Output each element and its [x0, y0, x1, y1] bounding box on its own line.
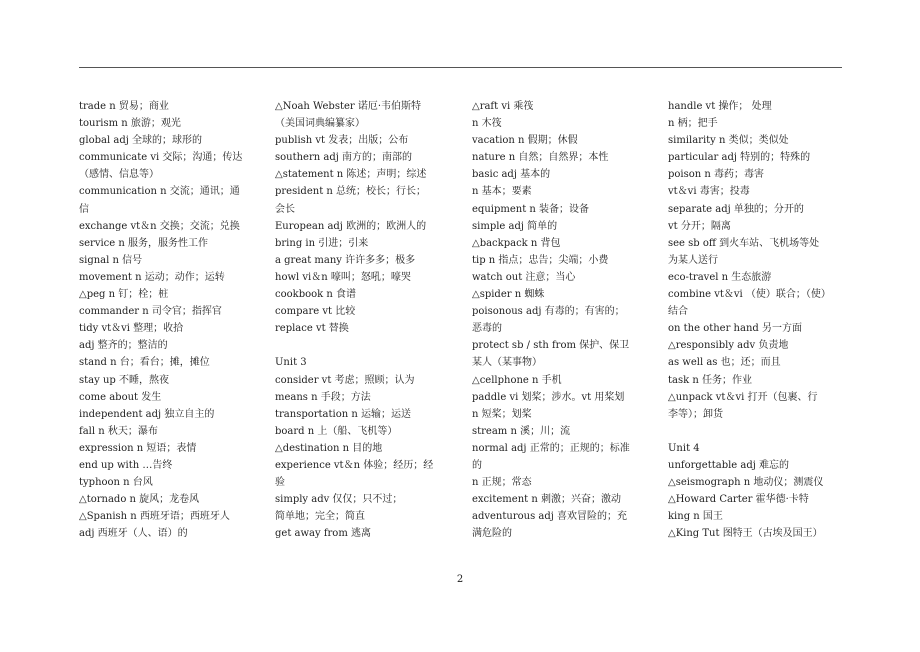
- vocab-entry-line: excitement n 刺激；兴奋；激动: [472, 494, 621, 506]
- vocab-entry-line: 的: [472, 459, 482, 471]
- vocab-entry-line: △Howard Carter 霍华德·卡特: [668, 494, 809, 506]
- vocab-entry-line: △destination n 目的地: [275, 442, 383, 454]
- vocab-entry-line: △responsibly adv 负责地: [668, 340, 789, 352]
- vocab-entry-line: experience vt＆n 体验；经历；经: [275, 459, 434, 471]
- vocab-entry-line: △statement n 陈述；声明；综述: [275, 169, 427, 181]
- vocab-entry-line: expression n 短语；表情: [79, 442, 197, 454]
- vocab-entry-line: stream n 溪；川；流: [472, 425, 571, 437]
- vocab-entry-line: come about 发生: [79, 391, 162, 403]
- vocab-entry-line: movement n 运动；动作；运转: [79, 271, 225, 283]
- vocab-entry-line: global adj 全球的；球形的: [79, 135, 203, 147]
- vocab-entry-line: see sb off 到火车站、飞机场等处: [668, 237, 820, 249]
- vocab-entry-line: n 木筏: [472, 118, 502, 130]
- vocab-entry-line: vacation n 假期；休假: [472, 135, 578, 147]
- vocab-entry-line: 满危险的: [472, 528, 512, 540]
- vocab-entry-line: △peg n 钉；栓；桩: [79, 289, 169, 301]
- vocab-entry-line: board n 上（船、飞机等）: [275, 425, 398, 437]
- unit-heading: Unit 4: [668, 442, 700, 454]
- vocab-entry-line: 恶毒的: [472, 323, 502, 335]
- vocab-entry-line: （感情、信息等）: [79, 169, 159, 181]
- vocab-entry-line: watch out 注意；当心: [472, 271, 576, 283]
- vocab-entry-line: on the other hand 另一方面: [668, 323, 802, 335]
- vocab-entry-line: trade n 贸易；商业: [79, 101, 169, 112]
- vocab-entry-line: 结合: [668, 306, 688, 318]
- vocab-entry-line: poisonous adj 有毒的；有害的；: [472, 306, 625, 318]
- vocab-entry-line: typhoon n 台风: [79, 477, 153, 489]
- vocab-entry-line: （美国词典编纂家）: [275, 118, 365, 130]
- vocab-entry-line: service n 服务，服务性工作: [79, 237, 208, 249]
- vocab-column-3: [472, 98, 648, 542]
- vocab-entry-line: n 基本；要素: [472, 186, 532, 198]
- vocab-entry-line: cookbook n 食谱: [275, 289, 357, 301]
- vocab-entry-line: bring in 引进；引来: [275, 237, 369, 249]
- vocab-entry-line: 信: [79, 203, 89, 215]
- vocab-entry-line: handle vt 操作； 处理: [668, 101, 772, 112]
- vocab-entry-line: independent adj 独立自主的: [79, 408, 215, 420]
- vocab-entry-line: separate adj 单独的；分开的: [668, 203, 804, 215]
- vocab-entry-line: communicate vi 交际；沟通；传达: [79, 152, 243, 164]
- vocab-entry-line: 为某人送行: [668, 254, 718, 266]
- vocab-entry-line: president n 总统；校长；行长；: [275, 186, 427, 198]
- vocab-entry-line: vt＆vi 毒害；投毒: [668, 186, 750, 198]
- vocab-entry-line: equipment n 装备；设备: [472, 203, 590, 215]
- vocab-entry-line: △cellphone n 手机: [472, 374, 562, 386]
- vocab-entry-line: adventurous adj 喜欢冒险的；充: [472, 511, 628, 523]
- vocab-entry-line: tidy vt＆vi 整理；收拾: [79, 323, 184, 335]
- blank-line: [275, 337, 451, 354]
- vocab-entry-line: paddle vi 划桨；涉水。vt 用桨划: [472, 391, 625, 403]
- vocab-entry-line: stand n 台；看台；摊，摊位: [79, 357, 210, 369]
- vocab-entry-line: △backpack n 背包: [472, 237, 561, 249]
- vocab-entry-line: eco-travel n 生态旅游: [668, 271, 772, 283]
- vocab-entry-line: 简单地；完全；简直: [275, 511, 365, 523]
- vocab-entry-line: 某人（某事物）: [472, 357, 542, 369]
- vocab-entry-line: particular adj 特别的；特殊的: [668, 152, 811, 164]
- vocab-entry-line: △Spanish n 西班牙语；西班牙人: [79, 511, 230, 523]
- vocab-entry-line: unforgettable adj 难忘的: [668, 459, 790, 471]
- vocab-entry-line: △Noah Webster 诺厄·韦伯斯特: [275, 101, 422, 112]
- vocab-entry-line: nature n 自然；自然界；本性: [472, 152, 609, 164]
- page-number: 2: [456, 574, 464, 585]
- vocab-entry-line: 会长: [275, 203, 295, 215]
- vocab-entry-line: vt 分开；隔离: [668, 220, 731, 232]
- vocab-entry-line: simple adj 简单的: [472, 220, 558, 232]
- vocab-entry-line: similarity n 类似；类似处: [668, 135, 789, 147]
- vocab-entry-line: △seismograph n 地动仪；测震仪: [668, 477, 824, 489]
- vocab-entry-line: end up with …告终: [79, 459, 173, 471]
- vocab-entry-line: 验: [275, 477, 285, 489]
- vocab-entry-line: publish vt 发表；出版；公布: [275, 135, 409, 147]
- vocab-entry-line: replace vt 替换: [275, 323, 349, 335]
- vocab-entry-line: European adj 欧洲的；欧洲人的: [275, 220, 427, 232]
- vocab-entry-line: compare vt 比较: [275, 306, 356, 318]
- vocab-entry-line: poison n 毒药；毒害: [668, 169, 765, 181]
- vocab-entry-line: 李等）；卸货: [668, 408, 723, 420]
- vocab-entry-line: △spider n 蜘蛛: [472, 289, 545, 301]
- vocab-entry-line: △raft vi 乘筏: [472, 101, 534, 112]
- blank-line: [668, 423, 844, 440]
- vocab-entry-line: communication n 交流；通讯；通: [79, 186, 240, 198]
- vocab-entry-line: combine vt＆vi （使）联合；（使）: [668, 289, 831, 301]
- vocab-entry-line: commander n 司令官；指挥官: [79, 306, 222, 318]
- vocab-entry-line: exchange vt＆n 交换；交流；兑换: [79, 220, 240, 232]
- vocab-entry-line: △tornado n 旋风；龙卷风: [79, 494, 200, 506]
- vocab-entry-line: signal n 信号: [79, 254, 143, 266]
- header-rule: [79, 67, 842, 68]
- unit-heading: Unit 3: [275, 357, 307, 369]
- vocab-entry-line: southern adj 南方的；南部的: [275, 152, 413, 164]
- vocab-entry-line: protect sb / sth from 保护、保卫: [472, 340, 630, 352]
- vocab-entry-line: king n 国王: [668, 511, 723, 523]
- vocab-entry-line: means n 手段；方法: [275, 391, 371, 403]
- vocab-column-4: [668, 98, 844, 542]
- vocab-entry-line: as well as 也；还；而且: [668, 357, 781, 369]
- vocab-entry-line: adj 西班牙（人、语）的: [79, 528, 188, 540]
- vocab-entry-line: simply adv 仅仅；只不过；: [275, 494, 403, 506]
- vocab-entry-line: howl vi＆n 嚎叫；怒吼；嚎哭: [275, 271, 411, 283]
- vocab-entry-line: △unpack vt＆vi 打开（包裹、行: [668, 391, 818, 403]
- vocab-entry-line: stay up 不睡，熬夜: [79, 374, 169, 386]
- vocab-entry-line: adj 整齐的；整洁的: [79, 340, 168, 352]
- vocab-entry-line: transportation n 运输；运送: [275, 408, 411, 420]
- vocab-entry-line: task n 任务；作业: [668, 374, 752, 386]
- vocab-entry-line: tourism n 旅游；观光: [79, 118, 181, 130]
- vocab-entry-line: tip n 指点；忠告；尖端；小费: [472, 254, 609, 266]
- vocab-entry-line: fall n 秋天；瀑布: [79, 425, 158, 437]
- vocab-entry-line: normal adj 正常的；正规的；标准: [472, 442, 630, 454]
- vocab-entry-line: △King Tut 图特王（古埃及国王）: [668, 528, 823, 540]
- vocab-entry-line: basic adj 基本的: [472, 169, 551, 181]
- vocab-entry-line: n 柄；把手: [668, 118, 718, 130]
- vocab-entry-line: consider vt 考虑；照顾；认为: [275, 374, 415, 386]
- vocab-column-2: [275, 98, 451, 542]
- vocab-column-1: [79, 98, 255, 542]
- vocab-entry-line: n 正规；常态: [472, 477, 532, 489]
- vocab-entry-line: a great many 许许多多；极多: [275, 254, 416, 266]
- vocab-entry-line: get away from 逃离: [275, 528, 371, 540]
- vocab-entry-line: n 短桨；划桨: [472, 408, 532, 420]
